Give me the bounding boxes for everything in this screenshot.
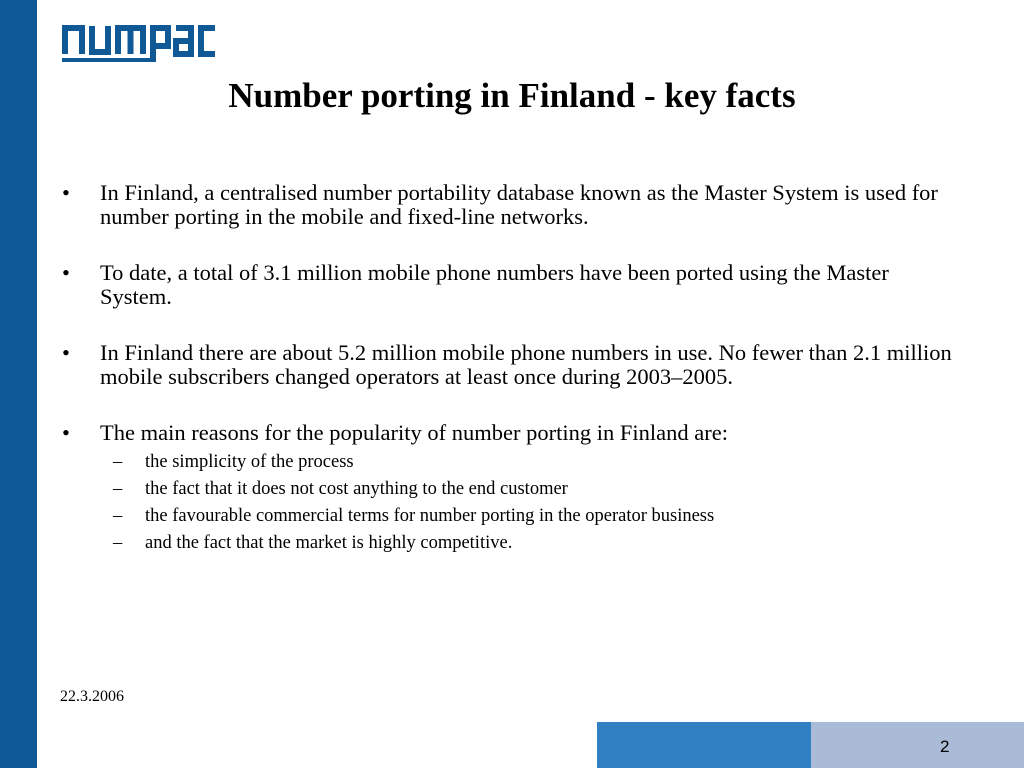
sub-bullet-text: and the fact that the market is highly competitive. [145,533,513,553]
footer-block-light [811,722,1024,768]
bullet-text: The main reasons for the popularity of number porting in Finland are: [100,420,728,445]
footer-block-blue [597,722,811,768]
dash-symbol: – [113,452,123,472]
sub-bullet-text: the fact that it does not cost anything to the end customer [145,479,568,499]
numpac-logo [62,10,220,68]
bullet-symbol: • [62,180,70,205]
sub-bullet-text: the simplicity of the process [145,452,354,472]
bullet-list [62,181,962,557]
dash-symbol: – [113,506,123,526]
bullet-text: To date, a total of 3.1 million mobile phone numbers have been ported using the Master System. [100,260,889,309]
slide-title: Number porting in Finland - key facts [228,76,796,115]
bullet-symbol: • [62,420,70,445]
numpac-logo-graphic [62,10,220,68]
bullet-symbol: • [62,260,70,285]
page-number: 2 [940,737,950,756]
bullet-symbol: • [62,340,70,365]
sub-bullet-item [62,503,962,530]
sub-bullet-item [62,530,962,557]
sub-bullet-text: the favourable commercial terms for number porting in the operator business [145,506,715,526]
bullet-item [62,421,962,445]
sub-bullet-item [62,449,962,476]
left-accent-bar [0,0,37,768]
bullet-item [62,261,962,309]
dash-symbol: – [113,479,123,499]
bullet-item [62,341,962,389]
sub-bullet-item [62,476,962,503]
dash-symbol: – [113,533,123,553]
bullet-text: In Finland, a centralised number portability database known as the Master System is used for number porting in the mobile and fixed-line networks. [100,180,938,229]
bullet-item [62,181,962,229]
slide-date: 22.3.2006 [60,688,124,705]
bullet-text: In Finland there are about 5.2 million mobile phone numbers in use. No fewer than 2.1 million mobile subscribers changed operators at least once during 2003–2005. [100,340,952,389]
